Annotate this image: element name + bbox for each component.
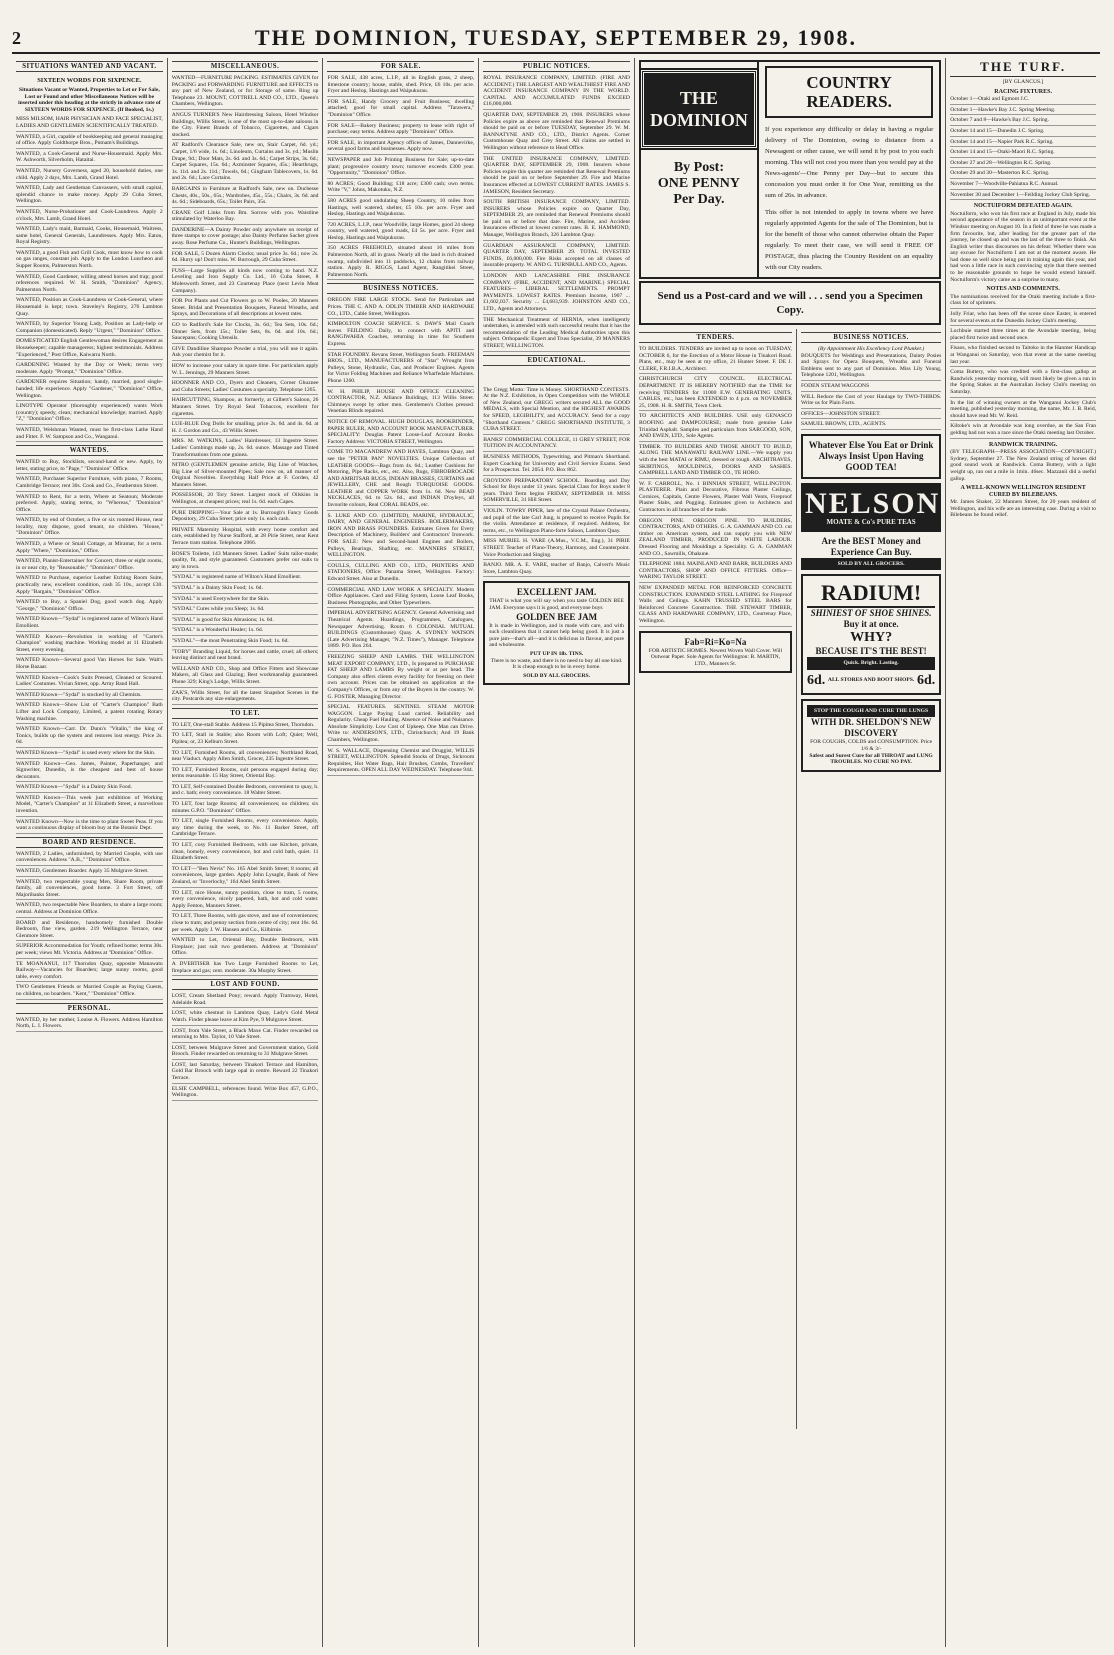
notice-item: TO LET, Stall in Stable; also Room with Loft; Quiet; Well, Pipitea; or, 23 Kelburn Street. bbox=[172, 732, 319, 747]
nelson-tagline: Are the BEST Money and Experience Can Buy. bbox=[821, 535, 921, 557]
notice-item: TO LET, Self-contained Double Bedroom, convenient to quay, h. and c. bath; every convenience. 18 Walter Street. bbox=[172, 784, 319, 799]
notice-item: OREGON PINE. OREGON PINE. TO BUILDERS, CONTRACTORS, AND OTHERS. G. A. GAMMAN AND CO. cut timber on American system, and can supply you with NEW ZEALAND TIMBER, PRODUCED IN WHITE LABOUR. Dressed Flooring and Mouldings a Speciality. G. A. GAMMAN AND CO., Sawmills, Ohakune. bbox=[639, 518, 792, 560]
section-business-2: BUSINESS NOTICES. bbox=[801, 332, 941, 343]
notice-item: WANTED, Lady and Gentleman Canvassers, with small capital, splendid chance to make money. Apply 29 Cuba Street, Wellington. bbox=[16, 185, 163, 207]
board-list bbox=[16, 851, 163, 1000]
radium-buy: Buy it at once. bbox=[843, 619, 899, 630]
notice-item: LONDON AND LANCASHIRE FIRE INSURANCE COMPANY. (FIRE, ACCIDENT, AND MARINE.) SPECIAL FEATURES— LIBERAL SETTLEMENTS. PROMPT PAYMENTS. LOWEST RATES. Premium Income, 1907 ... £1,602,037. Security ... £4,683,939. JOHNSTON AND CO., LTD., Agents and Attorneys. bbox=[483, 273, 630, 315]
notice-item: LOST, Cream Shetland Pony; reward. Apply Tramway, Hotel, Adelaide Road. bbox=[172, 993, 319, 1008]
racing-fixtures-head: RACING FIXTURES. bbox=[994, 88, 1052, 95]
notice-item: TO ARCHITECTS AND BUILDERS. USE only GENASCO ROOFING and DAMPCOURSE; made from genuine Lake Trinidad Asphalt. Samples and particulars from SARGOOD, SON, AND EWEN, LTD., Sole Agents. bbox=[639, 413, 792, 441]
tea-heading: Whatever Else You Eat or Drink Always Insist Upon Having GOOD TEA! bbox=[808, 439, 934, 472]
notice-item: W. F. CARROLL, No. 1 BINNIAN STREET, WELLINGTON. PLASTERER. Plain and Decorative, Fibrous Plaster Ceilings, Cornices, Capitals, Centre Flowers, Plaster Wall Vents, Fireproof Plaster Slabs, and Pugging. Estimates given to Architects and Contractors in all branches of the trade. bbox=[639, 481, 792, 516]
notice-item: NEW EXPANDED METAL FOR REINFORCED CONCRETE CONSTRUCTION. EXPANDED STEEL LATHING for Fireproof Walls and Ceilings. KAHN TRUSSED STEEL BARS for Reinforced Concrete Construction. THE STEWART TIMBER, GLASS AND HARDWARE COMPANY, LTD., Courtenay Place, Wellington. bbox=[639, 585, 792, 627]
notice-item: W. H. PHILIP, HOUSE AND OFFICE CLEANING CONTRACTOR, N.Z. Alliance Buildings, 113 Willis Street. Chimneys swept by other men. Gentlemen's Clothes pressed. Venetian Blinds repaired. bbox=[327, 389, 474, 417]
notice-item: NEWSPAPER and Job Printing Business for Sale; up-to-date plant; progressive country town; turnover exceeds £300 year. "Opportunity," "Dominion" Office. bbox=[327, 157, 474, 179]
jam-body: It is made in Wellington, and is made with care, and with such cleanliness that it cannot help being good. It is just a pure jam—that's all—and it is delicious in flavour, and pure and wholesome. bbox=[489, 622, 624, 649]
nelson-sold: SOLD BY ALL GROCERS. bbox=[801, 558, 941, 571]
tolet-list bbox=[172, 722, 319, 976]
notice-item: WANTED to Buy, a Spaniel Dog, good watch dog. Apply "George," "Dominion" Office. bbox=[16, 599, 163, 614]
notice-item: "SYDAL" Cures while you Sleep; 1s. 6d. bbox=[172, 606, 319, 615]
notice-item: LOST, between Mulgrave Street and Government station, Gold Brooch. Finder rewarded on returning to 31 Mulgrave Street. bbox=[172, 1045, 319, 1060]
notice-item: October 14 and 15—Otaki-Maori R.C. Spring. bbox=[950, 149, 1096, 158]
notice-item: MRS. M. WATKINS, Ladies' Hairdresser, 13 Ingestre Street. Ladies' Combings made up, 2s. 6d. ounce. Massage and Tinted Transformations from one guinea. bbox=[172, 438, 319, 460]
notice-item: WANTED Known—"Sydal" is used every where for the Skin. bbox=[16, 750, 163, 759]
section-to-let: TO LET. bbox=[172, 708, 319, 719]
notice-item: LOST, from Vale Street, a Black Maxe Cat. Finder rewarded on returning to Mrs. Taylor, 10 Vale Street. bbox=[172, 1028, 319, 1043]
notice-item: WANTED Known—Carr. Dr. Dunn's "Vitalin," the king of Tonics, builds up the system and restores lost energy. Price 2s. 6d. bbox=[16, 726, 163, 748]
notice-item: KIMBOLTON COACH SERVICE. S. DAW'S Mail Coach leaves FEILDING Daily, to connect with APITI and RANGIWAHIA Coaches, returning in time for Southern Express. bbox=[327, 321, 474, 349]
notice-item: GO to Radford's Sale for Clocks, 3s. 6d.; Tea Sets, 10s. 6d.; Dinner Sets, from 15s.; Toilet Sets, 8s. 6d. and 10s. 6d.; Saucepans; Cooking Utensils. bbox=[172, 322, 319, 344]
column-turf bbox=[946, 58, 1100, 1647]
notice-item: October 7 and 8—Hawke's Bay J.C. Spring. bbox=[950, 117, 1096, 126]
notice-item: SOUTH BRITISH INSURANCE COMPANY, LIMITED. INSURERS whose Policies expire on Quarter Day, SEPTEMBER 29, are reminded that Renewal Premiums should be paid on or before that date. Fire, Marine, and Accident Insurances effected at lowest current rates. B. E. HAMMOND, Manager, Wellington Branch, 326 Lambton Quay. bbox=[483, 199, 630, 241]
notice-item: HAIRCUTTING, Shampoo, as formerly, at Gilbert's Saloon, 26 Manners Street. Try Royal Seal Tobaccos, excellent for cigarettes. bbox=[172, 397, 319, 419]
noctuiform-head: NOCTUIFORM DEFEATED AGAIN. bbox=[973, 203, 1073, 210]
turf-title: THE TURF. bbox=[950, 58, 1096, 77]
postcard-offer: Send us a Post-card and we will . . . send you a Specimen Copy. bbox=[639, 281, 941, 325]
country-paragraph-1: If you experience any difficulty or delay in having a regular delivery of The Dominion, owing to distance from a Newsagent or other cause, we will send it by post to you each morning. This will not cost you more than you would pay at the News-agents'—One Penny per Day—but to secure this concession you must order it for One Year, remitting us the sum of 26s. in advance. bbox=[764, 126, 934, 199]
section-for-sale: FOR SALE. bbox=[327, 61, 474, 72]
radium-price-right: 6d. bbox=[916, 672, 936, 688]
notice-item: WANTED Known—"Sydal" is registered name of Wilton's Hand Emollient. bbox=[16, 616, 163, 631]
notice-item: GIVE Dandiline Shampoo Powder a trial, you will use it again. Ask your chemist for it. bbox=[172, 346, 319, 361]
notice-item: October 1—Otaki and Egmont J.C. bbox=[950, 96, 1096, 105]
radium-why: WHY? bbox=[850, 630, 893, 646]
misc-list bbox=[172, 75, 319, 705]
notice-item: GARDENER requires Situation; handy, married, good single-handed; life experience. Apply "Gardener," "Dominion" Office, Wellington. bbox=[16, 379, 163, 401]
one-penny: ONE PENNY bbox=[657, 176, 740, 191]
notice-item: BANKS' COMMERCIAL COLLEGE, 11 GREY STREET, FOR TUITION IN ACCOUNTANCY. bbox=[483, 437, 630, 452]
tenders-column bbox=[639, 329, 797, 1429]
section-educational: EDUCATIONAL. bbox=[483, 355, 630, 366]
country-readers-box bbox=[639, 60, 941, 279]
notice-item: FOR SALE, in important Agency offices of James, Dannevirke, several good farms and businesses. Apply now. bbox=[327, 140, 474, 155]
notice-item: ROYAL INSURANCE COMPANY, LIMITED. (FIRE AND ACCIDENT.) THE LARGEST AND WEALTHIEST FIRE AND ACCIDENT INSURANCE COMPANY IN THE WORLD. CAPITAL AND ACCUMULATED FUNDS EXCEED £16,000,000. bbox=[483, 75, 630, 110]
notice-item: NITRO (GENTLEMEN genuine article, Big Line of Watches, Big Line of Silver-mounted Pipes; Sale now on, all manner of Original Novelties. Everything Half Price at F. Corden, 42 Manners Street. bbox=[172, 462, 319, 490]
column-situations bbox=[12, 58, 168, 1647]
business-list bbox=[327, 297, 474, 776]
notice-item: WANTED, Position as Cook-Laundress or Cook-General, where Housemaid is kept; town. Staveley's Registry, 276 Lambton Quay. bbox=[16, 297, 163, 319]
notice-item: Lochbuie started three times at the Avondale meeting, being placed first twice and second once. bbox=[950, 328, 1096, 343]
section-miscellaneous: MISCELLANEOUS. bbox=[172, 61, 319, 72]
notice-item: WANTED Known—Show List of "Carter's Champion" Bath Lifter and Lock Company, Limited, a patent rotating Rotary Washing machine. bbox=[16, 702, 163, 724]
good-tea-banner bbox=[801, 434, 941, 479]
notice-item: WANTED, by end of October, a five or six roomed House, near locality, may dispose, good tenant, no children. "House," "Dominion" Office. bbox=[16, 517, 163, 539]
rates-body: Situations Vacant or Wanted, Properties to Let or For Sale, Lost or Found and other Miscellaneous Notices will be inserted under this heading at the strictly in advance rate of SIXTEEN WORDS FOR SIXPENCE. (If Booked, 1s.) bbox=[18, 87, 161, 113]
notice-item: WANTED Known—Now is the time to plant Sweet Peas. If you want a continuous display of bloom buy at the Botanic Dept. bbox=[16, 819, 163, 834]
notice-item: FOR SALE, 5 Dozen Alarm Clocks; usual price 3s. 6d.; now 2s. 6d. Hurry up! Don't miss. W. Burrough, 29 Cuba Street. bbox=[172, 251, 319, 266]
notice-item: The Gregg Motto: Time is Money. SHORTHAND CONTESTS. At the N.Z. Exhibition, in Open Competition with the WHOLE of New Zealand, our GREGG writers secured ALL the GOOD MEDALS, with Special Mention, and the HIGHEST AWARDS for SPEED, LEGIBILITY, and ACCURACY. Send for a copy "Shorthand Contests." GREGG SHORTHAND INSTITUTE, 3 CUBA STREET. bbox=[483, 387, 630, 435]
fixtures-list bbox=[950, 96, 1096, 200]
notice-item: October 29 and 30—Masterton R.C. Spring. bbox=[950, 170, 1096, 179]
personal-list bbox=[16, 1017, 163, 1032]
sheldon-head: STOP THE COUGH AND CURE THE LUNGS bbox=[807, 705, 935, 718]
notice-item: WANTED, 2 Ladies, unfurnished, by Married Couple, with use conveniences. Address "A.B.," "Dominion" Office. bbox=[16, 851, 163, 866]
notice-item: OREGON FIRE LARGE STOCK. Send for Particulars and Prices. THE C. AND A. ODLIN TIMBER AND HARDWARE CO., LTD., Cable Street, Wellington. bbox=[327, 297, 474, 319]
gregg-signature bbox=[512, 369, 602, 385]
notice-item: ZAK'S, Willis Street, for all the latest Snapshot Scenes in the city. Postcards any size enlargements. bbox=[172, 690, 319, 705]
edu-list bbox=[483, 387, 630, 578]
notice-item: BANJO. MR. A. E. VARE, teacher of Banjo, Calvert's Music Store, Lambton Quay. bbox=[483, 562, 630, 577]
column-for-sale bbox=[323, 58, 479, 1647]
situations-list bbox=[16, 116, 163, 442]
notes-list bbox=[950, 294, 1096, 439]
notice-item: HOONNER AND CO., Dyers and Cleaners, Corner Ghuznee and Cuba Streets; Ladies' Costumes a specialty. Telephone 1265. bbox=[172, 380, 319, 395]
notice-item: POSSESSOR, 20 Tory Street. Largest stock of Oilskins in Wellington, at cheapest prices; real 1s. 6d. each Capes. bbox=[172, 492, 319, 507]
tenders-list bbox=[639, 346, 792, 627]
nelson-tea-advert bbox=[801, 483, 941, 532]
notice-item: WANTED, Lady's maid, Barmaid, Cooks, Housemaid, Waitress, same hotel, General Generals, Laundresses. Apply Mrs. Eaton, Royal Registry. bbox=[16, 226, 163, 248]
notice-item: TO LET, Three Rooms, with gas stove, and use of conveniences; close to tram; and penny section from centre of city; rent 16s. 6d. per week. Apply J. W. Hansen and Co., Kilbirnie. bbox=[172, 913, 319, 935]
notice-item: FUSS—Large Supplies all kinds now coming to hand. N.Z. Leveling and Iron Supply Co. Ltd., 16 Cuba Street, 8 Molesworth Street, and 23 Courtenay Place (next Levin Meat Company). bbox=[172, 268, 319, 296]
randwick-body: (BY TELEGRAPH—PRESS ASSOCIATION—COPYRIGHT.) Sydney, September 27. The New Zealand string of horses did good sound work at Randwick. Coma Buttery, with a light weight up, ran out a mile in 1min. 46sec. Mazzanii did a useful gallop. bbox=[950, 449, 1097, 482]
notice-item: CHRISTCHURCH CITY COUNCIL. ELECTRICAL DEPARTMENT. IT IS HEREBY NOTIFIED that the TIME for receiving TENDERS for 11000 E.W. GENERATING UNITS, CABLES, etc., has been EXTENDED to 4 p.m. on NOVEMBER 25, 1908. H. R. SMITH, Town Clerk. bbox=[639, 376, 792, 411]
wellington-resident-body: Mr. James Shaker, 22 Manners Street, for 20 years resident of Wellington, and his wife are an interesting case. During a visit to Bilebeans he found relief. bbox=[950, 499, 1097, 519]
notice-item: WANTED, Welshman Wanted, must be first-class Lathe Hand and Fitter. F. W. Sampson and Co., Wanganui. bbox=[16, 427, 163, 442]
notice-item: TO LET, nice House, sunny position, close to tram, 5 rooms, every convenience, nicely papered, bath, hot and cold water. Apply Fenton, Manners Street. bbox=[172, 890, 319, 912]
notice-item: FREEZING SHEEP AND LAMBS. THE WELLINGTON MEAT EXPORT COMPANY, LTD., Is prepared to PURCHASE FAT SHEEP AND LAMBS By weight or at per head. The Company also offers clients every facility for freezing on their own account. Prices can be obtained on application at the Company's Offices, or from any of the Buyers in the country. W. G. FOSTER, Managing Director. bbox=[327, 654, 474, 702]
notice-item: TO LET, cosy Furnished Bedroom, with use Kitchen, private, clean, homely, every convenience, hot and cold bath, quiet. 11 Elizabeth Street. bbox=[172, 842, 319, 864]
columns bbox=[12, 58, 1100, 1647]
business-column bbox=[797, 329, 941, 1429]
notice-item: Kiltoke's win at Avondale was long overdue, as the San Fran gelding had not won a race since the Otaki meeting last October. bbox=[950, 423, 1096, 438]
jam-title: EXCELLENT JAM. bbox=[516, 587, 597, 598]
notice-item: October 14 and 15—Dunedin J.C. Spring. bbox=[950, 128, 1096, 137]
jam-sold: SOLD BY ALL GROCERS. bbox=[523, 672, 591, 679]
notice-item: WANTED, a Where or Small Cottage, at Miramar, for a term. Apply "Where," "Dominion," Office. bbox=[16, 541, 163, 556]
notice-item: LOST, white chestnut in Lambton Quay, Lady's Gold Metal Watch. Finder please leave at Kim Pye, 9 Mulgrave Street. bbox=[172, 1010, 319, 1025]
turf-byline: [BY GLANCUS.] bbox=[1002, 79, 1044, 85]
forsale-list bbox=[327, 75, 474, 280]
notice-item: In the list of winning owners at the Wanganui Jockey Club's meeting, published yesterday morning, the name, Mr. J. B. Reid, should have read Mr. W. Reid. bbox=[950, 400, 1096, 422]
dominion-logo: THE DOMINION bbox=[641, 70, 757, 148]
radium-sub: SHINIEST OF SHOE SHINES. bbox=[810, 608, 932, 619]
notice-item: DANDERINE—A Dainty Powder only anywhere on receipt of three stamps to cover postage; also Dainty Perfume Sachet given away. Rose Perfume Co., Hunter's Buildings, Wellington. bbox=[172, 227, 319, 249]
notice-item: VIOLIN. TOWRY PIPER, late of the Crystal Palace Orchestra, and pupil of the late Carl Jung, is prepared to receive Pupils for the violin. Attendance at residence, if required. Address, for terms, etc., to Wellington Piano-forte Saloon, Lambton Quay. bbox=[483, 508, 630, 536]
notice-item: "SYDAL"—the most Penetrating Skin Food; 1s. 6d. bbox=[172, 638, 319, 647]
notice-item: TO LET, One-stall Stable. Address 15 Pipitea Street, Thorndon. bbox=[172, 722, 319, 731]
randwick-head: RANDWICK TRAINING. bbox=[989, 441, 1058, 448]
rates-heading: SIXTEEN WORDS FOR SIXPENCE. bbox=[37, 77, 142, 84]
page-number: 2 bbox=[12, 27, 21, 48]
notice-item: WANTED Known—"Sydal" is a Dainty Skin Food. bbox=[16, 784, 163, 793]
notice-item: W. S. WALLACE, Dispensing Chemist and Druggist, WILLIS STREET, WELLINGTON. Splendid Stocks of Drugs, Sickroom Requisites, Hot Water Bags, Hair Brushes, Combs, Travellers' Requirements. OPEN ALL DAY WEDNESDAY. Telephone 944. bbox=[327, 748, 474, 776]
notice-item: WANTED Known—Several good Van Horses for Sale. Walt's Horse Bazaar. bbox=[16, 657, 163, 672]
column-miscellaneous bbox=[168, 58, 324, 1647]
jam-advert bbox=[483, 581, 630, 685]
masthead bbox=[12, 24, 1100, 54]
notice-item: NOTICE OF REMOVAL. HUGH DOUGLAS, BOOKBINDER, PAPER RULER, AND ACCOUNT BOOK MANUFACTURER. SPECIALITY: Douglas Patent Loose-Leaf Account Books. Factory Address: VICTORIA STREET, Wellington. bbox=[327, 419, 474, 447]
notice-item: BARGAINS in Furniture at Radford's Sale, new on. Duchesse Chests, 40s., 50s., 65s.; Wardrobes, 45s., 55s.; Chairs, 3s. 6d. and 4s. 6d.; Sideboards, 65s.; Toilet Pairs, 35s. bbox=[172, 186, 319, 208]
nelson-sub: MOATE & Co's PURE TEAS bbox=[826, 517, 916, 526]
notice-item: WILL Reduce the Cost of your Haulage by TWO-THIRDS. Write us for Plain Facts. bbox=[801, 394, 941, 409]
wanteds-list bbox=[16, 459, 163, 834]
notice-item: CRANE Golf Links from Bm. Sorrow with you. Waistline stimulated by Waterloo Bay. bbox=[172, 210, 319, 225]
notice-item: "SYDAL" is good for Skin Abrasions; 1s. 6d. bbox=[172, 617, 319, 626]
notice-item: FODEN STEAM WAGGONS bbox=[801, 383, 941, 392]
notice-item: "TOBY" Branding Liquid, for horses and cattle, cruel; all others; leaving distinct and neat brand. bbox=[172, 649, 319, 664]
notice-item: TO BUILDERS. TENDERS are invited up to noon on TUESDAY, OCTOBER 6, for the Erection of a Motor House in Tinakori Road. Plans, etc., may be seen at my office, 21 Hunter Street. F. DE J. CLERE, F.R.I.B.A., Architect. bbox=[639, 346, 792, 374]
notice-item: Coma Buttery, who was credited with a first-class gallop at Randwick yesterday morning, will most likely be given a run in the Spring Stakes at the Australian Jockey Club's meeting on Saturday. bbox=[950, 369, 1096, 397]
country-readers-heading: COUNTRY READERS. bbox=[765, 66, 933, 118]
notice-item: 80 ACRES; Good Building; £18 acre; £300 cash; own terms. Write "V," Johns, Makotuku, N.Z. bbox=[327, 181, 474, 196]
notice-item: WANTED Known—"Sydal" is stocked by all Chemists. bbox=[16, 692, 163, 701]
notice-item: October 14 and 15—Napier Park R.C. Spring. bbox=[950, 139, 1096, 148]
fabrikona-brand: Fab=Ri=Ko=Na bbox=[684, 636, 747, 647]
section-situations: SITUATIONS WANTED AND VACANT. bbox=[16, 61, 163, 72]
newspaper-title: THE DOMINION, TUESDAY, SEPTEMBER 29, 1908. bbox=[254, 25, 858, 50]
notice-item: WANTED to Rent, for a term, Where at Seatoun; Moderate preferred. Apply, stating terms, to "Whereas," "Dominion" Office. bbox=[16, 494, 163, 516]
by-post: By Post: bbox=[673, 160, 725, 175]
notice-item: BOUQUETS for Weddings and Presentations, Dainty Posies and Sprays for Opera Bouquets, Wreaths and Funeral Emblems sent to any part of Dominion. Miss Lily Young, Telephone 1201, Wellington. bbox=[801, 353, 941, 381]
by-post-panel bbox=[641, 62, 759, 277]
notice-item: SPECIAL FEATURES. SENTINEL STEAM MOTOR WAGGON. Large Paying Load carried. Reliability and Regularity. Cheap Fuel Hauling. Absence of Noise and Nuisance. Absolute Simplicity. Low Cost of Upkeep. One Man can Drive. Write to: ANDERSON'S, LTD., Christchurch; And 19 Bank Chambers, Wellington. bbox=[327, 704, 474, 746]
notice-item: 720 ACRES, L.I.P., near Woodville, large Homes, good 24 sheep country, well watered, good roads, £4 5s. per acre. Fryer and Heslop, Hastings and Waipukurau. bbox=[327, 222, 474, 244]
radium-because: BECAUSE IT'S THE BEST! bbox=[815, 646, 927, 657]
notice-item: WANTED, Gentlemen Boarder. Apply 35 Mulgrave Street. bbox=[16, 868, 163, 877]
notice-item: FOR Pot Plants and Cut Flowers go to W. Pooles, 20 Manners Street. Bridal and Presentation Bouquets, Funeral Wreaths, and Sprays, and Decorations of all descriptions at lowest rates. bbox=[172, 298, 319, 320]
notice-item: WANTED, by her mother, Louise A. Flowers. Address Hamilton North, L. I. Flowers. bbox=[16, 1017, 163, 1032]
notice-item: October 1—Hawke's Bay J.C. Spring Meeting. bbox=[950, 107, 1096, 116]
notice-item: WANTED, Pianist-Entertainer for Concert, three or eight rooms, in or near city, by "Reasonable," "Dominion" Office. bbox=[16, 558, 163, 573]
notice-item: November 30 and December 1—Feilding Jockey Club Spring. bbox=[950, 192, 1096, 201]
notice-item: COMMERCIAL AND LAW WORK A SPECIALTY. Modern Office Appliances. Card and Filing System, Loose Leaf Books, Business Photographs, and Other Typewriters. bbox=[327, 587, 474, 609]
notice-item: WANTED, two respectable New Boarders, to share a large room; central. Address at Dominion Office. bbox=[16, 902, 163, 917]
section-business-notices: BUSINESS NOTICES. bbox=[327, 283, 474, 294]
column-public-notices bbox=[479, 58, 635, 1647]
radium-quick: Quick. Bright. Lasting. bbox=[807, 657, 935, 670]
notice-item: TE MOANANUI, 117 Thorndon Quay, opposite Manawatu Railway—Vacancies for Boarders; large sunny rooms, good table, every comfort. bbox=[16, 961, 163, 983]
fabrikona-text: FOR ARTISTIC HOMES. Newest Woven Wall Cover. Will Outwear Paper. Sole Agents for Wellington: B. MARTIN, LTD., Manners St. bbox=[648, 647, 783, 667]
notice-item: TO LET, Furnished Rooms, suit persons engaged during day; terms reasonable. 15 Hay Street, Oriental Bay. bbox=[172, 767, 319, 782]
notice-item: IMPERIAL ADVERTISING AGENCY. General Advertising and Theatrical Agents. Hoardings, Programmes, Catalogues, Newspaper Advertising. Room 6 COLONIAL MUTUAL BUILDINGS (Customhouse) Quay. A. SYDNEY WATSON (Late Advertising Manager, "N.Z. Times"), Manager. Telephone 1889. P.O. Box 264. bbox=[327, 610, 474, 652]
notice-item: FOR SALE, 438 acres, L.I.P., all in English grass, 2 sheep, limestone country; house, stable, shed. Price, £6 10s. per acre. Fryer and Heslop, Hastings and Waipukurau. bbox=[327, 75, 474, 97]
notice-item: SAMUEL BROWN, LTD., AGENTS. bbox=[801, 421, 941, 430]
notice-item: BUSINESS METHODS, Typewriting, and Pitman's Shorthand. Expert Coaching for University and Civil Service Exams. Send for a Prospectus. Tel. 2054. P.O. Box 862. bbox=[483, 454, 630, 476]
per-day: Per Day. bbox=[673, 192, 725, 207]
notice-item: ELSIE CAMPBELL, references found. Write Box 457, G.P.O., Wellington. bbox=[172, 1086, 319, 1101]
notice-item: S. LUKE AND CO. (LIMITED), MARINE, HYDRAULIC, DAIRY, AND GENERAL ENGINEERS. BOILERMAKERS, IRON AND BRASS FOUNDERS. Estimates Given for Every Description of Machinery, Builders' and Contractors' Ironwork. FOR SALE: New and Second-hand Engines and Boilers, Pulleys, Bearings, Shafting, etc. MANNERS STREET, WELLINGTON. bbox=[327, 513, 474, 561]
notice-item: WANTED, Nursery Governess, aged 20, household duties, one child. Apply 2 days, Mrs. Lamb, Grand Hotel. bbox=[16, 168, 163, 183]
notice-item: WANTED Known—Cook's Suits Pressed, Cleaned or Scoured. Ladies' Costumes. Vivian Street, opp. Army Band Hall. bbox=[16, 675, 163, 690]
notice-item: DOMESTICATED English Gentlewoman desires Engagement as Housekeeper; capable manageress; highest testimonials. Address "Experienced," Post Office, Kaiwarra North. bbox=[16, 338, 163, 360]
notice-item: TO LET, single Furnished Rooms, every convenience. Apply, any time during the week, to No. 11 Barker Street, off Cambridge Terrace. bbox=[172, 818, 319, 840]
notice-item: COME TO MACANDREW AND HAYES, Lambton Quay, and see the "PETER PAN" NOVELTIES. Unique Collection of LEATHER GOODS—Bags from 4s. 6d.; Leather Cushions for Motoring, Pipe Racks, etc., etc. Also, Rugs, FIBROBROCADE AND AMRITSAR RUGS, INDIAN BRASSES, CURTAINS and JEWELLERY, CHE and Rough TURQUOISE GOODS. LEATHER and COPPER WORK from 1s. 6d. New BEAD NECKLACES, 6d. to 52s. 6d., and INDIAN D'oyleys, all favourite colours, Real CORAL BEADS, etc. bbox=[327, 449, 474, 510]
country-paragraph-2: This offer is not intended to apply in towns where we have regularly appointed Agents for the sale of The Dominion, but is for the benefit of those who cannot otherwise obtain the Paper regularly. To meet their case, we will send it FREE OF POSTAGE, thus placing the Country Resident on an equality with our City readers. bbox=[764, 209, 934, 271]
notice-item: WELLAND AND CO., Shop and Office Fitters and Showcase Makers, all Glass and Glazing; Best workmanship guaranteed. Phone 329; King's Lodge, Willis Street. bbox=[172, 666, 319, 688]
public-list bbox=[483, 75, 630, 352]
radium-stores: ALL STORES AND BOOT SHOPS. bbox=[827, 677, 915, 684]
sheldon-brand: WITH DR. SHELDON'S NEW DISCOVERY bbox=[810, 717, 932, 739]
radium-advert bbox=[801, 574, 941, 695]
section-personal: PERSONAL. bbox=[16, 1003, 163, 1014]
notice-item: THE UNITED INSURANCE COMPANY, LIMITED. QUARTER DAY, SEPTEMBER 29, 1908. Insurers whose Policies expire this quarter are reminded that Renewal Premiums should be paid on or before September 29. Fire and Marine Insurances effected at LOWEST CURRENT RATES. JAMES S. JAMESON, Resident Secretary. bbox=[483, 156, 630, 198]
appointment-note: (By Appointment His Excellency Lord Plunket.) bbox=[817, 346, 925, 352]
notice-item: 580 ACRES good undulating Sheep Country, 10 miles from Hastings, well watered, shelter, £5 10s. per acre. Fryer and Heslop, Hastings and Waipukurau. bbox=[327, 198, 474, 220]
notice-item: OFFICES—JOHNSTON STREET. bbox=[801, 411, 941, 420]
notice-item: "SYDAL" is used Everywhere for the Skin. bbox=[172, 596, 319, 605]
notice-item: PRIVATE Maternity Hospital, with every home comfort and care, established by Nurse Stafford, at 28 Pirie Street, near Kent Terrace tram station. Telephone 2066. bbox=[172, 527, 319, 549]
notice-item: BOARD and Residence, handsomely furnished Double Bedroom, fine view, garden. 219 Wellington Terrace, near Glenmore Street. bbox=[16, 920, 163, 942]
notice-item: "SYDAL" is registered name of Wilton's Hand Emollient. bbox=[172, 574, 319, 583]
notice-item: WANTED to Purchase, superior Leather Etching Room Suite, practically new, excellent condition, cash 35 10s., accept £30. Apply "Bargain," "Dominion" Office. bbox=[16, 575, 163, 597]
notice-item: WANTED, a Girl, capable of bookkeeping and general managing of office. Apply Goldthorpe Bros., Putnam's Buildings. bbox=[16, 134, 163, 149]
sheldon-foot: Safest and Surest Cure for all THROAT and LUNG TROUBLES. NO CURE NO PAY. bbox=[809, 752, 933, 766]
notice-item: MISS MURIEL H. VARE (A.Mus., V.C.M., Eng.), 31 PIRIE STREET. Teacher of Piano-Theory, Harmony, and Counterpoint. Voice Production and Singing. bbox=[483, 538, 630, 560]
business2-list bbox=[801, 353, 941, 430]
notice-item: ANGUS TURNER'S New Hairdressing Saloon, Hotel Windsor Buildings, Willis Street, is one of the most up-to-date saloons in the City. Finest Brands of Tobacco, Cigarettes, and Cigars stocked. bbox=[172, 112, 319, 140]
notice-item: GARDENING Wanted by the Day or Week; terms very moderate. Apply "Prompt," "Dominion" Office. bbox=[16, 362, 163, 377]
country-readers-panel bbox=[759, 62, 939, 277]
jam-footer: There is no waste, and there is no need to buy all one kind. It is cheap enough to be in every home. bbox=[490, 657, 623, 671]
sheldon-for: FOR COUGHS, COLDS and CONSUMPTION. Price 1/6 & 3/- bbox=[810, 739, 933, 752]
notice-item: "SYDAL" is a Dainty Skin Food; 1s. 6d. bbox=[172, 585, 319, 594]
jam-tins: PUT UP IN 1lb. TINS. bbox=[529, 650, 584, 657]
radium-price-left: 6d. bbox=[806, 672, 826, 688]
notice-item: WANTED, a Cook-General and Nurse-Housemaid. Apply Mrs. W. Ashworth, Silverholm, Hataitai. bbox=[16, 151, 163, 166]
notice-item: WANTED, Good Gardener, willing attend horses and trap; good references required. W. H. Smith, "Dominion" Agency, Palmerston North. bbox=[16, 274, 163, 296]
notice-item: MISS MILSOM, HAIR PHYSICIAN AND FACE SPECIALIST, LADIES AND GENTLEMEN SCIENTIFICALLY TREATED. bbox=[16, 116, 163, 131]
lost-list bbox=[172, 993, 319, 1101]
notice-item: LOST, last Saturday, between Tinakori Terrace and Hamilton, Gold Bar Brooch with large opal in centre. Reward 22 Tinakori Terrace. bbox=[172, 1062, 319, 1084]
notice-item: WANTED, Purchaser Superior Furniture, with piano, 7 Rooms, Cambridge Terrace; rent 30s. Cook and Co., Featherston Street. bbox=[16, 476, 163, 491]
notice-item: LINOTYPE Operator (thoroughly experienced) wants Work (country); speedy, clean; mechanical knowledge; married. Apply "Z," "Dominion" Office. bbox=[16, 403, 163, 425]
notice-item: ROSE'S Toilette, 143 Manners Street. Ladies' Suits tailor-made; quality, fit, and style guaranteed. Customers prefer our suits to any in town. bbox=[172, 551, 319, 573]
notice-item: CROYDON PREPARATORY SCHOOL. Boarding and Day School for Boys under 13 years. Special Class for Boys under 8 years. Third Term begins FRIDAY, SEPTEMBER 18. MISS SOMERVILLE, 31 Hill Street. bbox=[483, 478, 630, 506]
radium-title: RADIUM! bbox=[807, 580, 935, 608]
notice-item: THE Mechanical Treatment of HERNIA, when intelligently undertaken, is attended with such successful results that it has the recommendation of the Leading Medical Authorities upon this subject. Orthopaedic Expert and Truss Specialist, 39 MANNERS STREET, WELLINGTON. bbox=[483, 317, 630, 352]
notice-item: AT Radford's Clearance Sale, new on, Stair Carpet, 6d. yd.; Carpet, 1/6 wide, 1s. 6d.; Linoleum, Curtains and 3s. yd.; Muslin Drape, 9d.; Door Mats, 2s. 6d. and 3s. 6d.; Carpet Strips, 3s. 6d.; Carpet Squares, 15s. 6d.; Axminster Squares, 45s.; Hearthrugs, 1s. 11d. and 2s. 11d.; Towels, 6d.; Gingham Tablecovers, 1s. 6d. and 2s. 6d.; Lace Curtains. bbox=[172, 142, 319, 184]
notice-item: STAR FOUNDRY. Revans Street, Wellington South. FREEMAN BROS., LTD., MANUFACTURERS of "Star" Wrought Iron Pulleys, Stone, Hydraulic, Gas, and Producer Engines. Agents for Victor Folding Machines and Reliance Wharfedale Machines. Phone 1260. bbox=[327, 352, 474, 387]
notice-item: QUARTER DAY, SEPTEMBER 29, 1908. INSURERS whose Policies expire as above are reminded that Renewal Premiums should be paid on or before TUESDAY, September 29. W. M. BANNATYNE AND CO., LTD., District Agents. Corner Customhouse Quay and Grey Street. All claims are settled in Wellington without reference to Head Office. bbox=[483, 112, 630, 154]
fabrikona-advert bbox=[639, 631, 792, 674]
notes-head: NOTES AND COMMENTS. bbox=[986, 286, 1060, 293]
notice-item: GUARDIAN ASSURANCE COMPANY, LIMITED. QUARTER DAY, SEPTEMBER 29. TOTAL INVESTED FUNDS, £6,000,000. Fire Risks accepted on all classes of insurable property. W. AND G. TURNBULL AND CO., Agents. bbox=[483, 243, 630, 271]
notice-item: WANTED to Buy, Stocklists, second-hand or new. Apply, by letter, stating price, to "Page," "Dominion" Office. bbox=[16, 459, 163, 474]
notice-item: LUE-BLUE Dog Dolls for smalling, price 2s. 6d. and 4s. 6d. at H. J. Gordon and Co., 43 Willis Street. bbox=[172, 421, 319, 436]
notice-item: October 27 and 28—Wellington R.C. Spring. bbox=[950, 160, 1096, 169]
notice-item: TELEPHONE 1884. MAINLAND AND BARR, BUILDERS AND CONTRACTORS, SHOP AND OFFICE FITTERS. Office—WARING TAYLOR STREET. bbox=[639, 561, 792, 583]
section-wanteds: WANTEDS. bbox=[16, 445, 163, 456]
notice-item: Jolly Friar, who has been off the scene since Easter, is entered for several events at the Dunedin Jockey Club's meeting. bbox=[950, 311, 1096, 326]
notice-item: TIMBER. TO BUILDERS AND THOSE ABOUT TO BUILD, ALONG THE MANAWATU RAILWAY LINE.—We supply you with the best MATAI or RIMU, dressed or rough. ARCHITRAVES, SKIRTINGS, MOULDINGS, DOORS AND SASHES. CAMPBELL LAND AND TIMBER CO., TE HORO. bbox=[639, 444, 792, 479]
notice-item: TWO Gentlemen Friends or Married Couple as Paying Guests, no children, no boarders. "Kent," "Dominion" Office. bbox=[16, 984, 163, 999]
noctuiform-body: Noctuiform, who won his first race at England in July, made his second appearance of the season in an unimportant event at the Windsor meeting on August 10. In a field of three he was made a firm favourite, but, after leading for the greater part of the journey, he closed up and was the last of the three to finish. An English writer thus discourses on his defeat: Whether there was any excuse for Noctuiform I am not at the moment aware. He had done so well since being put in training again this year, and had won a little race in such convincing style that there seemed to be reasonable grounds to hope he would extend himself. Noctuiform's victory came as a surprise to many. bbox=[950, 210, 1097, 283]
notice-item: "SYDAL" is a Wonderful Healer; 1s. 6d. bbox=[172, 627, 319, 636]
notice-item: WANTED, two respectable young Men, Share Room, private family, all conveniences, good home. 3 Fort Street, off Majoribanks Street. bbox=[16, 879, 163, 901]
notice-item: WANTED Known—This week just exhibition of Working Model, "Carter's Champion" at 11 Elizabeth Street, a marvellous invention. bbox=[16, 795, 163, 817]
notice-item: 350 ACRES FREEHOLD, situated about 16 miles from Palmerston North, all in grass. Nearly all the land is rich drained swamp, subdivided into 11 paddocks, 12 chains from railway station. Apply R. RIGGS, Land Agent, Rangitikei Street, Palmerston North. bbox=[327, 245, 474, 280]
notice-item: FOR SALE, Handy Grocery and Fruit Business; dwelling attached; good for small capital. Address "Tarawera," "Dominion" Office. bbox=[327, 99, 474, 121]
notice-item: FOR SALE—Bakery Business; property to lease with right of purchase; easy terms. Address apply "Dominion" Office. bbox=[327, 123, 474, 138]
sheldon-advert bbox=[801, 699, 941, 772]
notice-item: COULLS, CULLING AND CO., LTD., PRINTERS AND STATIONERS, Office: Panama Street, Wellington. Factory: Edward Street. Also at Dunedin. bbox=[327, 563, 474, 585]
notice-item: SUPERIOR Accommodation for Youth; refined home; terms 30s. per week; views Mt. Victoria. Address at "Dominion" Office. bbox=[16, 943, 163, 958]
wellington-resident-head: A WELL-KNOWN WELLINGTON RESIDENT CURED BY BILEBEANS. bbox=[960, 485, 1086, 498]
jam-brand: GOLDEN BEE JAM bbox=[516, 611, 598, 622]
notice-item: TO LET, Furnished Rooms, all conveniences; Northland Road, near Viaduct. Apply Allen Smith, Grocer, 235 Ingestre Street. bbox=[172, 750, 319, 765]
notice-item: TO LET—"Ben Nevis" No. 165 Abel Smith Street; 8 rooms; all conveniences, large garden. Apply John Lysaght, Bank of New Zealand, or "Inverlochy," 164 Abel Smith Street. bbox=[172, 866, 319, 888]
notice-item: WANTED—FURNITURE PACKING. ESTIMATES GIVEN for PACKING and FORWARDING FURNITURE and EFFECTS to any part of New Zealand, or for Storage of same. Ring up Telephone 23. MOUNT, COTTRELL AND CO., LTD., Queen's Chambers, Wellington. bbox=[172, 75, 319, 110]
notice-item: The nominations received for the Otaki meeting include a first-class lot of sprinters. bbox=[950, 294, 1096, 309]
notice-item: WANTED to Let, Oriental Bay, Double Bedroom, with Fireplace; just suit two gentlemen. Address at "Dominion" Office. bbox=[172, 937, 319, 959]
notice-item: WANTED, Nurse-Probationer and Cook-Laundress. Apply 2 o'clock, Mrs. Lamb, Grand Hotel. bbox=[16, 209, 163, 224]
section-lost-found: LOST AND FOUND. bbox=[172, 979, 319, 990]
section-tenders: TENDERS. bbox=[639, 332, 792, 343]
notice-item: WANTED, a good Fish and Grill Cook, must know how to cook on gas ranges, constant job. Apply to the London Luncheon and Supper Rooms, Palmerston North. bbox=[16, 250, 163, 272]
nelson-brand: NELSON bbox=[804, 486, 941, 520]
notice-item: Fisaos, who finished second to Taitoko in the Hanmer Handicap at Wanganui on Saturday, won that event at the same meeting last year. bbox=[950, 345, 1096, 367]
notice-item: A DVERTISER has Two Large Furnished Rooms to Let, fireplace and gas; cent. moderate. 30a Murphy Street. bbox=[172, 961, 319, 976]
section-board: BOARD AND RESIDENCE. bbox=[16, 837, 163, 848]
notice-item: TO LET, four large Rooms; all conveniences; no children; six minutes G.P.O. "Dominion" Office. bbox=[172, 801, 319, 816]
notice-item: WANTED, by Superior Young Lady, Position as Lady-help or Companion (domesticated). Reply "Urgent," "Dominion" Office. bbox=[16, 321, 163, 336]
jam-text: THAT is what you will say when you taste GOLDEN BEE JAM. Everyone says it is good, and everyone buys bbox=[489, 598, 624, 611]
column-dominion-promo bbox=[635, 58, 946, 1647]
notice-item: WANTED Known—Revolution in working of "Carter's Champion" washing machine. Working model at 11 Elizabeth Street, every evening. bbox=[16, 634, 163, 656]
section-public-notices: PUBLIC NOTICES. bbox=[483, 61, 630, 72]
notice-item: November 7—Woodville-Pahiatua R.C. Annual. bbox=[950, 181, 1096, 190]
notice-item: HOW to increase your salary in spare time. For particulars apply W. L. Jennings, 29 Manners Street. bbox=[172, 363, 319, 378]
notice-item: PURE DRIPPING—Your Sale at 1s. Burrough's Fancy Goods Depository, 29 Cuba Street; price only 1s. each cash. bbox=[172, 510, 319, 525]
notice-item: WANTED Known—Geo. James, Painter, Paperhanger, and Signwriter, Dunedin, is the cheapest and best of house decorators. bbox=[16, 761, 163, 783]
